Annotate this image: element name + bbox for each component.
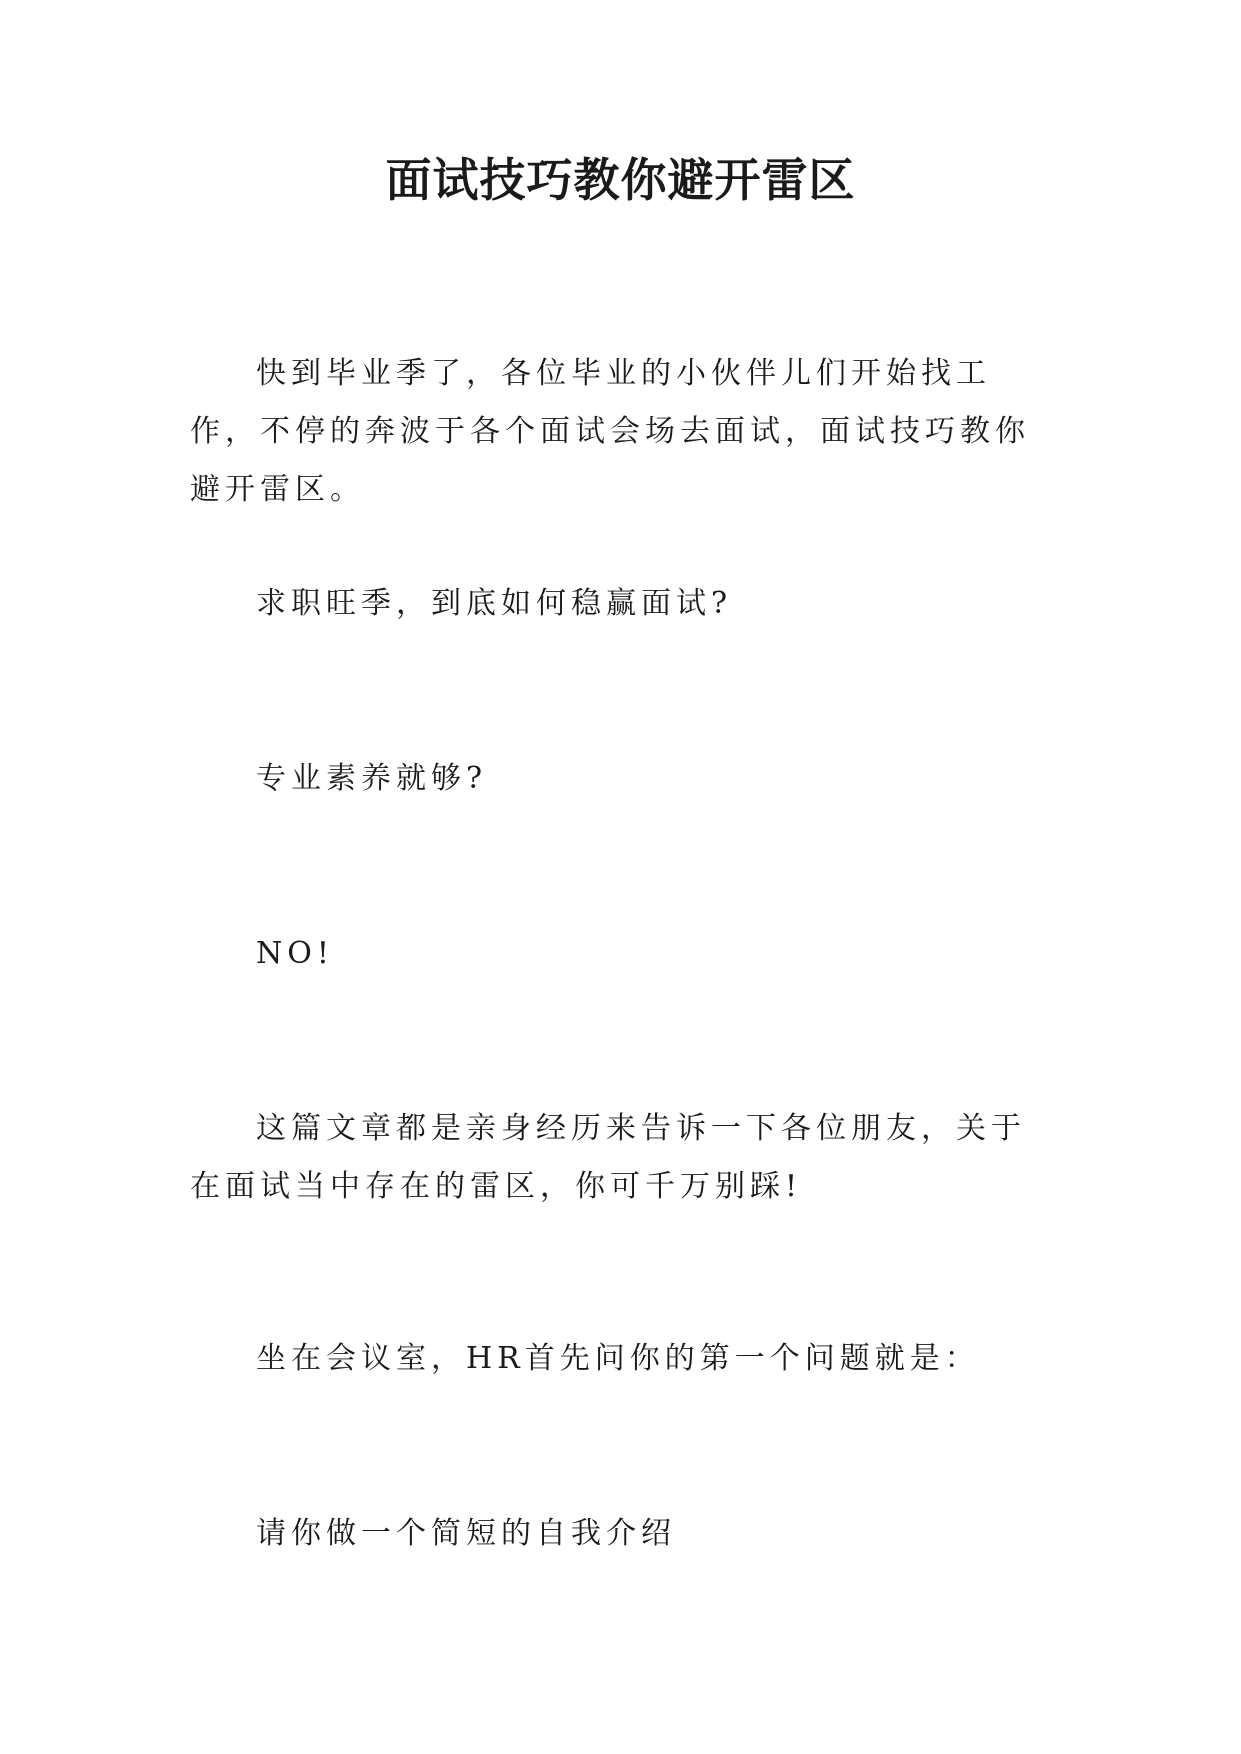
paragraph-hr: 坐在会议室，HR首先问你的第一个问题就是： [256, 1341, 980, 1376]
paragraph-question: 求职旺季，到底如何稳赢面试? [256, 586, 733, 621]
paragraph-no: NO! [256, 936, 334, 971]
paragraph-self-intro: 请你做一个简短的自我介绍 [256, 1516, 676, 1551]
document-title: 面试技巧教你避开雷区 [385, 153, 856, 207]
paragraph-professional: 专业素养就够? [256, 761, 488, 796]
paragraph-experience: 这篇文章都是亲身经历来告诉一下各位朋友，关于在面试当中存在的雷区，你可千万别踩! [190, 1111, 1026, 1204]
paragraph-intro: 快到毕业季了，各位毕业的小伙伴儿们开始找工作，不停的奔波于各个面试会场去面试，面试技巧教你避开雷区。 [190, 356, 1030, 507]
